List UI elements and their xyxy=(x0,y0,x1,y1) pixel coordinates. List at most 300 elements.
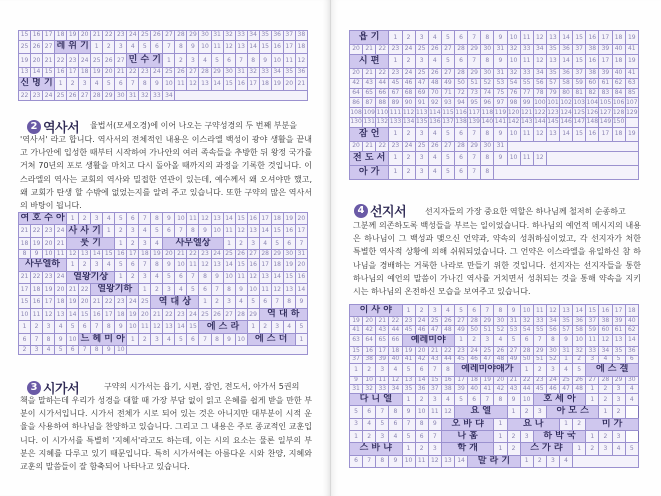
chapter-cell: 22 xyxy=(55,54,67,68)
chapter-cell: 6 xyxy=(415,430,428,442)
chapter-cell: 8 xyxy=(481,127,494,141)
chapter-cell: 6 xyxy=(199,283,211,295)
chapter-cell: 19 xyxy=(67,296,79,308)
chapter-cell: 25 xyxy=(163,68,175,78)
chapter-cell: 39 xyxy=(376,355,389,364)
chapter-cell: 18 xyxy=(79,68,91,78)
chapter-cell: 41 xyxy=(350,325,363,334)
grid-row xyxy=(350,418,639,430)
grid-row xyxy=(350,45,639,55)
chapter-cell: 15 xyxy=(283,271,295,283)
chapter-cell: 32 xyxy=(247,68,259,78)
grid-row xyxy=(350,385,639,394)
chapter-cell: 54 xyxy=(520,325,533,334)
chapter-cell: 11 xyxy=(283,54,295,68)
chapter-cell: 16 xyxy=(586,127,599,141)
chapter-cell: 7 xyxy=(211,283,223,295)
chapter-cell: 49 xyxy=(507,355,520,364)
grid-row xyxy=(19,77,308,91)
chapter-cell: 7 xyxy=(79,346,91,355)
chapter-cell: 5 xyxy=(103,77,115,91)
chapter-cell: 1 xyxy=(494,418,507,430)
chapter-cell: 4 xyxy=(103,213,115,225)
chapter-cell: 5 xyxy=(55,346,67,355)
book-label: 에 스 더 xyxy=(247,333,295,345)
chapter-cell: 18 xyxy=(55,296,67,308)
chapter-cell: 1 xyxy=(573,443,586,455)
chapter-cell: 22 xyxy=(103,296,115,308)
chapter-cell: 10 xyxy=(520,305,533,317)
chapter-cell: 19 xyxy=(271,77,283,91)
chapter-cell: 14 xyxy=(259,225,271,237)
chapter-cell: 20 xyxy=(55,283,67,295)
chapter-cell: 4 xyxy=(151,271,163,283)
chapter-cell: 25 xyxy=(415,45,428,55)
grid-row xyxy=(350,317,639,326)
chapter-cell: 2 xyxy=(533,455,546,467)
chapter-cell: 52 xyxy=(546,355,559,364)
chapter-cell: 84 xyxy=(612,88,625,98)
chapter-cell: 6 xyxy=(67,346,79,355)
chapter-cell: 9 xyxy=(103,346,115,355)
chapter-cell: 20 xyxy=(31,54,43,68)
chapter-cell: 65 xyxy=(376,334,389,346)
grid-row xyxy=(19,68,308,78)
chapter-cell: 9 xyxy=(55,333,67,345)
chapter-cell: 71 xyxy=(441,88,454,98)
chapter-cell: 13 xyxy=(259,271,271,283)
chapter-cell: 8 xyxy=(389,406,402,418)
chapter-cell: 42 xyxy=(415,355,428,364)
chapter-cell: 4 xyxy=(389,430,402,442)
chapter-cell: 4 xyxy=(599,355,612,364)
chapter-cell: 114 xyxy=(429,108,441,116)
chapter-cell: 16 xyxy=(599,305,612,317)
chapter-cell: 23 xyxy=(389,141,402,151)
chapter-cell: 47 xyxy=(481,355,494,364)
chapter-cell: 2 xyxy=(573,355,586,364)
chapter-cell: 1 xyxy=(402,305,415,317)
chapter-cell: 9 xyxy=(211,271,223,283)
chapter-cell: 36 xyxy=(573,317,586,326)
chapter-cell: 76 xyxy=(507,88,520,98)
chapter-cell: 28 xyxy=(455,141,468,151)
chapter-cell: 1 xyxy=(494,430,507,442)
chapter-cell: 5 xyxy=(507,334,520,346)
chapter-cell: 34 xyxy=(389,385,402,394)
chapter-cell: 10 xyxy=(415,406,428,418)
chapter-cell: 3 xyxy=(139,237,151,249)
chapter-cell: 83 xyxy=(599,88,612,98)
chapter-cell: 5 xyxy=(247,296,259,308)
chapter-cell: 31 xyxy=(211,31,223,41)
chapter-cell: 24 xyxy=(211,250,223,259)
book-label: 아 가 xyxy=(350,165,389,179)
chapter-cell: 15 xyxy=(573,31,586,45)
chapter-cell: 4 xyxy=(283,321,295,333)
chapter-cell: 1 xyxy=(103,225,115,237)
grid-row xyxy=(350,443,639,455)
chapter-cell: 31 xyxy=(295,250,307,259)
chapter-cell: 18 xyxy=(389,346,402,355)
chapter-cell: 53 xyxy=(507,325,520,334)
chapter-cell: 24 xyxy=(546,376,559,385)
chapter-cell: 3 xyxy=(151,333,163,345)
chapter-cell: 6 xyxy=(127,259,139,271)
chapter-cell: 23 xyxy=(389,45,402,55)
grid-row xyxy=(350,141,639,151)
book-label: 스 바 냐 xyxy=(350,443,403,455)
chapter-cell: 4 xyxy=(55,321,67,333)
book-label: 나 훔 xyxy=(441,430,494,442)
chapter-cell: 22 xyxy=(19,91,31,101)
chapter-cell: 11 xyxy=(211,40,223,54)
chapter-cell: 7 xyxy=(468,151,481,165)
chapter-cell: 10 xyxy=(247,283,259,295)
chapter-cell: 121 xyxy=(520,108,533,116)
chapter-cell: 28 xyxy=(91,91,103,101)
chapter-cell: 36 xyxy=(560,68,573,78)
grid-row xyxy=(350,406,639,418)
chapter-cell: 22 xyxy=(79,283,91,295)
chapter-cell: 35 xyxy=(283,68,295,78)
chapter-cell: 9 xyxy=(494,54,507,68)
chapter-cell: 1 xyxy=(115,237,127,249)
chapter-cell: 8 xyxy=(481,54,494,68)
chapter-cell: 9 xyxy=(389,455,402,467)
chapter-cell: 40 xyxy=(468,385,481,394)
section-title: 시가서 xyxy=(43,382,80,397)
chapter-cell: 13 xyxy=(55,308,67,320)
reading-grid-prophets xyxy=(349,304,639,468)
chapter-cell: 28 xyxy=(468,317,481,326)
chapter-cell: 2 xyxy=(507,430,520,442)
chapter-cell: 18 xyxy=(259,77,271,91)
chapter-cell: 3 xyxy=(599,443,612,455)
chapter-cell: 81 xyxy=(573,88,586,98)
chapter-cell: 61 xyxy=(599,78,612,88)
chapter-cell: 2 xyxy=(599,430,612,442)
chapter-cell: 15 xyxy=(19,296,31,308)
chapter-cell: 113 xyxy=(415,108,428,116)
chapter-cell: 38 xyxy=(363,355,376,364)
chapter-cell: 2 xyxy=(139,333,151,345)
chapter-cell: 65 xyxy=(363,88,376,98)
chapter-cell: 8 xyxy=(283,296,295,308)
grid-row xyxy=(350,98,639,108)
chapter-cell: 31 xyxy=(494,68,507,78)
grid-row xyxy=(350,430,639,442)
chapter-cell: 3 xyxy=(415,31,428,45)
chapter-cell: 7 xyxy=(175,225,187,237)
section-number-badge: 3 xyxy=(27,381,41,395)
chapter-cell: 22 xyxy=(376,45,389,55)
chapter-cell: 60 xyxy=(586,78,599,88)
chapter-cell: 31 xyxy=(350,385,363,394)
chapter-cell: 29 xyxy=(468,68,481,78)
chapter-cell: 14 xyxy=(211,77,223,91)
chapter-cell: 14 xyxy=(560,31,573,45)
chapter-cell: 3 xyxy=(428,305,441,317)
chapter-cell: 24 xyxy=(468,346,481,355)
chapter-cell: 59 xyxy=(573,78,586,88)
chapter-cell: 4 xyxy=(428,127,441,141)
chapter-cell: 11 xyxy=(187,213,199,225)
chapter-cell: 11 xyxy=(235,271,247,283)
chapter-cell: 43 xyxy=(363,78,376,88)
chapter-cell: 19 xyxy=(350,317,363,326)
chapter-cell: 21 xyxy=(363,45,376,55)
chapter-cell: 2 xyxy=(612,406,625,418)
chapter-cell: 4 xyxy=(91,77,103,91)
chapter-cell: 4 xyxy=(428,151,441,165)
chapter-cell: 33 xyxy=(586,346,599,355)
chapter-cell: 25 xyxy=(481,346,494,355)
chapter-cell: 1 xyxy=(389,151,402,165)
chapter-cell: 19 xyxy=(283,259,295,271)
chapter-cell: 12 xyxy=(546,305,559,317)
chapter-cell: 142 xyxy=(507,118,520,126)
chapter-cell: 25 xyxy=(139,31,151,41)
chapter-cell: 132 xyxy=(376,118,389,126)
chapter-cell: 2 xyxy=(573,418,586,430)
chapter-cell: 2 xyxy=(79,259,91,271)
chapter-cell: 29 xyxy=(468,141,481,151)
chapter-cell: 7 xyxy=(127,77,139,91)
chapter-cell: 90 xyxy=(402,98,415,108)
chapter-cell: 12 xyxy=(199,259,211,271)
chapter-cell: 42 xyxy=(494,385,507,394)
chapter-cell: 36 xyxy=(560,45,573,55)
chapter-cell: 26 xyxy=(103,54,115,68)
chapter-cell: 26 xyxy=(573,376,586,385)
chapter-cell: 7 xyxy=(31,333,43,345)
chapter-cell: 15 xyxy=(103,250,115,259)
chapter-cell: 62 xyxy=(625,325,638,334)
chapter-cell xyxy=(573,455,639,467)
chapter-cell: 1 xyxy=(350,430,363,442)
chapter-cell: 38 xyxy=(441,385,454,394)
chapter-cell: 1 xyxy=(350,364,363,376)
chapter-cell: 101 xyxy=(547,98,559,106)
chapter-cell: 11 xyxy=(376,376,389,385)
chapter-cell: 13 xyxy=(19,68,31,78)
chapter-cell: 7 xyxy=(481,393,494,405)
chapter-cell: 24 xyxy=(127,296,139,308)
chapter-cell: 22 xyxy=(31,225,43,237)
chapter-cell: 3 xyxy=(415,54,428,68)
chapter-cell: 23 xyxy=(389,68,402,78)
chapter-cell: 126 xyxy=(586,108,599,116)
chapter-cell: 49 xyxy=(455,325,468,334)
chapter-cell: 4 xyxy=(363,418,376,430)
chapter-cell: 56 xyxy=(546,325,559,334)
section-title: 선지서 xyxy=(370,205,407,220)
chapter-cell: 1 xyxy=(55,77,67,91)
chapter-cell: 130 xyxy=(350,118,362,126)
chapter-cell: 8 xyxy=(199,271,211,283)
chapter-cell: 20 xyxy=(494,376,507,385)
chapter-cell: 4 xyxy=(625,393,638,405)
chapter-cell: 5 xyxy=(573,364,586,376)
grid-row xyxy=(350,455,639,467)
chapter-cell: 64 xyxy=(350,88,363,98)
chapter-cell: 10 xyxy=(175,259,187,271)
chapter-cell: 1 xyxy=(389,54,402,68)
chapter-cell: 144 xyxy=(534,118,546,126)
chapter-cell: 16 xyxy=(295,271,307,283)
chapter-cell: 17 xyxy=(19,283,31,295)
chapter-cell: 108 xyxy=(350,108,362,116)
chapter-cell: 8 xyxy=(223,283,235,295)
chapter-cell: 15 xyxy=(43,68,55,78)
chapter-cell: 3 xyxy=(415,127,428,141)
chapter-cell: 10 xyxy=(19,308,31,320)
chapter-cell: 16 xyxy=(271,40,283,54)
chapter-cell: 3 xyxy=(350,418,363,430)
chapter-cell: 59 xyxy=(586,325,599,334)
chapter-cell: 29 xyxy=(468,45,481,55)
chapter-cell: 17 xyxy=(599,31,612,45)
chapter-cell: 58 xyxy=(560,78,573,88)
chapter-cell: 2 xyxy=(127,237,139,249)
chapter-cell: 1 xyxy=(139,283,151,295)
chapter-cell: 10 xyxy=(235,333,247,345)
chapter-cell: 9 xyxy=(259,54,271,68)
chapter-cell: 21 xyxy=(376,317,389,326)
chapter-cell: 44 xyxy=(441,355,454,364)
chapter-cell: 13 xyxy=(235,40,247,54)
chapter-cell: 50 xyxy=(468,325,481,334)
chapter-cell: 33 xyxy=(376,385,389,394)
chapter-cell: 15 xyxy=(259,40,271,54)
book-label: 하 박 국 xyxy=(533,430,586,442)
chapter-cell: 117 xyxy=(468,108,480,116)
chapter-cell: 16 xyxy=(586,31,599,45)
chapter-cell: 9 xyxy=(31,250,43,259)
chapter-cell: 15 xyxy=(79,308,91,320)
chapter-cell: 19 xyxy=(481,376,494,385)
chapter-cell: 146 xyxy=(560,118,572,126)
chapter-cell: 21 xyxy=(67,283,79,295)
chapter-cell: 2 xyxy=(415,443,428,455)
chapter-cell: 26 xyxy=(211,308,223,320)
chapter-cell: 22 xyxy=(520,376,533,385)
chapter-cell: 4 xyxy=(43,346,55,355)
chapter-cell: 38 xyxy=(586,45,599,55)
chapter-cell: 3 xyxy=(91,259,103,271)
chapter-cell: 8 xyxy=(91,346,103,355)
book-label: 말 라 기 xyxy=(468,455,521,467)
chapter-cell: 19 xyxy=(19,54,31,68)
chapter-cell: 139 xyxy=(468,118,480,126)
chapter-cell: 39 xyxy=(599,45,612,55)
chapter-cell: 19 xyxy=(91,68,103,78)
chapter-cell: 7 xyxy=(468,31,481,45)
chapter-cell: 18 xyxy=(31,283,43,295)
grid-row xyxy=(19,250,308,259)
chapter-cell: 21 xyxy=(55,237,67,249)
chapter-cell: 18 xyxy=(271,259,283,271)
chapter-cell: 30 xyxy=(223,68,235,78)
chapter-cell: 67 xyxy=(389,88,402,98)
chapter-cell: 10 xyxy=(163,77,175,91)
chapter-cell: 1 xyxy=(560,418,573,430)
grid-row xyxy=(350,88,639,98)
chapter-cell: 27 xyxy=(163,31,175,41)
chapter-cell: 2 xyxy=(520,406,533,418)
chapter-cell: 10 xyxy=(271,54,283,68)
chapter-cell: 20 xyxy=(43,237,55,249)
chapter-cell: 105 xyxy=(599,98,612,106)
chapter-cell: 7 xyxy=(363,455,376,467)
chapter-cell: 39 xyxy=(599,68,612,78)
chapter-cell: 12 xyxy=(441,406,454,418)
chapter-cell: 7 xyxy=(468,54,481,68)
chapter-cell: 8 xyxy=(481,151,494,165)
chapter-cell: 2 xyxy=(533,364,546,376)
chapter-cell: 61 xyxy=(612,325,625,334)
chapter-cell: 32 xyxy=(363,385,376,394)
grid-row xyxy=(350,165,639,179)
chapter-cell: 12 xyxy=(428,455,441,467)
chapter-cell: 24 xyxy=(55,271,67,283)
chapter-cell: 6 xyxy=(163,225,175,237)
grid-row xyxy=(350,393,639,405)
book-label: 학 개 xyxy=(441,443,494,455)
chapter-cell: 57 xyxy=(560,325,573,334)
section-heading-prophets xyxy=(354,201,406,220)
book-label: 룻 기 xyxy=(67,237,115,249)
section-body-text: '역사서' 라고 합니다. 역사서의 전체적인 내용은 이스라엘 백성이 광야 생활을 끝내고 가나안에 입성한 때부터 시작하여 가나안의 여러 족속들을 추방한 뒤 왕정 국가를 거쳐 70년의 포로 생활을 마치고 다시 돌아올 때까지의 과정을 기록한 것입니다. 이스라엘의 역사는 교회의 역사와 밀접한 연관이 있는데, 예수께서 왜 오셔야만 했고, 왜 교회가 탄생 할 수밖에 없었는지를 알려 주고 있습니다. 또한 구약의 많은 역사서의 바탕이 됩니다. xyxy=(20,135,312,211)
chapter-cell: 14 xyxy=(223,259,235,271)
chapter-cell: 51 xyxy=(468,78,481,88)
chapter-cell: 29 xyxy=(612,376,625,385)
chapter-cell: 5 xyxy=(625,443,638,455)
chapter-cell: 68 xyxy=(402,88,415,98)
chapter-cell: 14 xyxy=(67,308,79,320)
chapter-cell: 66 xyxy=(376,88,389,98)
chapter-cell: 1 xyxy=(67,213,79,225)
chapter-cell: 13 xyxy=(283,283,295,295)
chapter-cell: 1 xyxy=(295,333,307,345)
chapter-cell: 24 xyxy=(43,91,55,101)
chapter-cell: 21 xyxy=(91,296,103,308)
chapter-cell: 43 xyxy=(428,355,441,364)
chapter-cell: 37 xyxy=(283,31,295,41)
chapter-cell: 9 xyxy=(115,321,127,333)
chapter-cell: 3 xyxy=(520,430,533,442)
chapter-cell xyxy=(625,118,638,128)
chapter-cell: 104 xyxy=(586,98,599,106)
chapter-cell: 8 xyxy=(494,393,507,405)
chapter-cell: 4 xyxy=(259,237,271,249)
chapter-cell: 119 xyxy=(494,108,507,116)
chapter-cell: 1 xyxy=(389,165,402,179)
chapter-cell: 12 xyxy=(533,31,546,45)
chapter-cell: 2 xyxy=(415,393,428,405)
chapter-cell: 98 xyxy=(507,98,520,108)
chapter-cell: 10 xyxy=(67,333,79,345)
grid-row xyxy=(350,118,639,128)
chapter-cell: 2 xyxy=(402,151,415,165)
chapter-cell: 12 xyxy=(533,151,546,165)
chapter-cell: 69 xyxy=(415,88,428,98)
chapter-cell: 2 xyxy=(103,40,115,54)
chapter-cell: 7 xyxy=(91,321,103,333)
chapter-cell: 22 xyxy=(441,346,454,355)
chapter-cell: 16 xyxy=(91,308,103,320)
